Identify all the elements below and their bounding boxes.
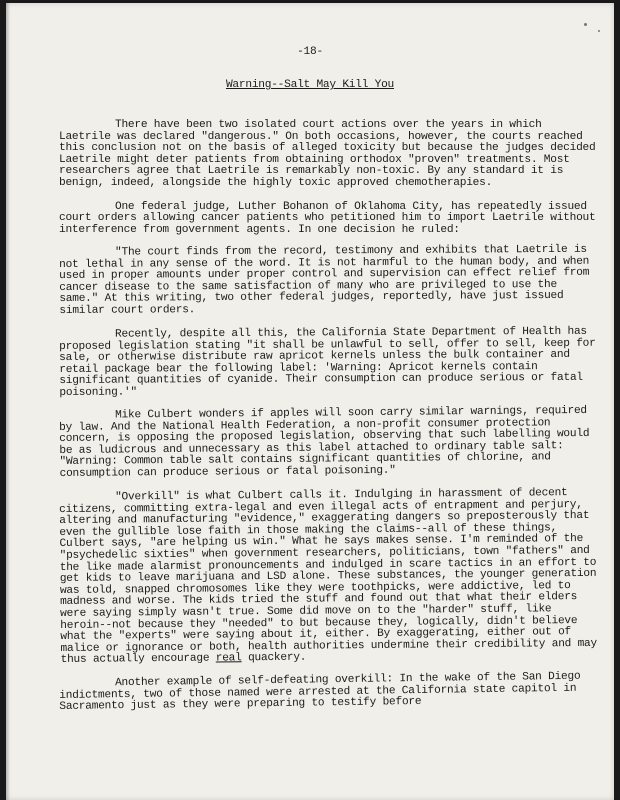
paragraph: Another example of self-defeating overkill: In the wake of the San Diego indictments, two of those named were arrested at the California state capitol in Sacramento just as they were preparing to testify before: [59, 670, 581, 714]
section-title: Warning--Salt May Kill You: [225, 79, 395, 91]
paragraph: Mike Culbert wonders if apples will soon carry similar warnings, required by law. And the National Health Federation, a non-profit consumer protection concern, is opposing the proposed legislation, observing that such labelling would be as ludicrous and unnecessary as this label attached to ordinary table salt: "Warning: Common table salt contains significant quantities of chlorine, and consumption can produce serious or fatal poisoning.": [59, 405, 590, 481]
quoted-paragraph: "The court finds from the record, testimony and exhibits that Laetrile is not lethal in any sense of the word. It is not harmful to the human body, and when used in proper amounts under proper control and supervision can effect relief from cancer disease to the same satisfaction of many who are privileged to use the same." At this writing, two other federal judges, reportedly, have just issued similar court orders.: [59, 244, 590, 318]
paragraph-text-end: quackery.: [241, 651, 307, 665]
paragraph: Recently, despite all this, the California State Department of Health has proposed legislation stating "it shall be unlawful to sell, offer to sell, keep for sale, or otherwise distribute raw apricot kernels unless the bulk container and retail package bear the following label: 'Warning: Apricot kernels contain significant quantities of cyanide. Their consumption can produce serious or fatal poisoning.'": [59, 325, 596, 399]
page-number: -18-: [297, 46, 323, 58]
paragraph: There have been two isolated court actions over the years in which Laetrile was declared "dangerous." On both occasions, however, the courts reached this conclusion not on the basis of alleged toxicity but because the judges decided Laetrile might deter patients from obtaining orthodox "proven" treatments. Most researchers agree that Laetrile is remarkably non-toxic. By any standard it is benign, indeed, alongside the highly toxic approved chemotherapies.: [59, 119, 596, 189]
scanned-page: [6, 3, 614, 800]
underlined-word: real: [215, 652, 242, 665]
typewritten-document: [6, 3, 614, 800]
document-body: [59, 120, 599, 726]
paragraph: [59, 488, 601, 667]
paragraph: One federal judge, Luther Bohanon of Oklahoma City, has repeatedly issued court orders allowing cancer patients who petitioned him to import Laetrile without interference from government agents. In one decision he ruled:: [59, 200, 596, 236]
paragraph-text: "Overkill" is what Culbert calls it. Indulging in harassment of decent citizens, committing extra-legal and even illegal acts of entrapment and perjury, altering and manufacturing "evidence," exaggerating dangers so preposterously that even the gullible lose faith in those making the claims--all of these things, Culbert says, "are helping us win." What he says makes sense. I'm reminded of the "psychedelic sixties" when government researchers, politicians, town "fathers" and the like made alarmist pronouncements and indulged in scare tactics in an effort to get kids to leave marijuana and LSD alone. These substances, the younger generation was told, snapped chromosomes like they were toothpicks, were addictive, led to madness and worse. The kids tried the stuff and found out that what their elders were saying simply wasn't true. Some did move on to the "harder" stuff, like heroin--not because they "needed" to but because they, logically, didn't believe what the "experts" were saying about it, either. By exaggerating, either out of malice or ignorance or both, health authorities undermine their credibility and may thus actually encourage: [59, 487, 598, 667]
